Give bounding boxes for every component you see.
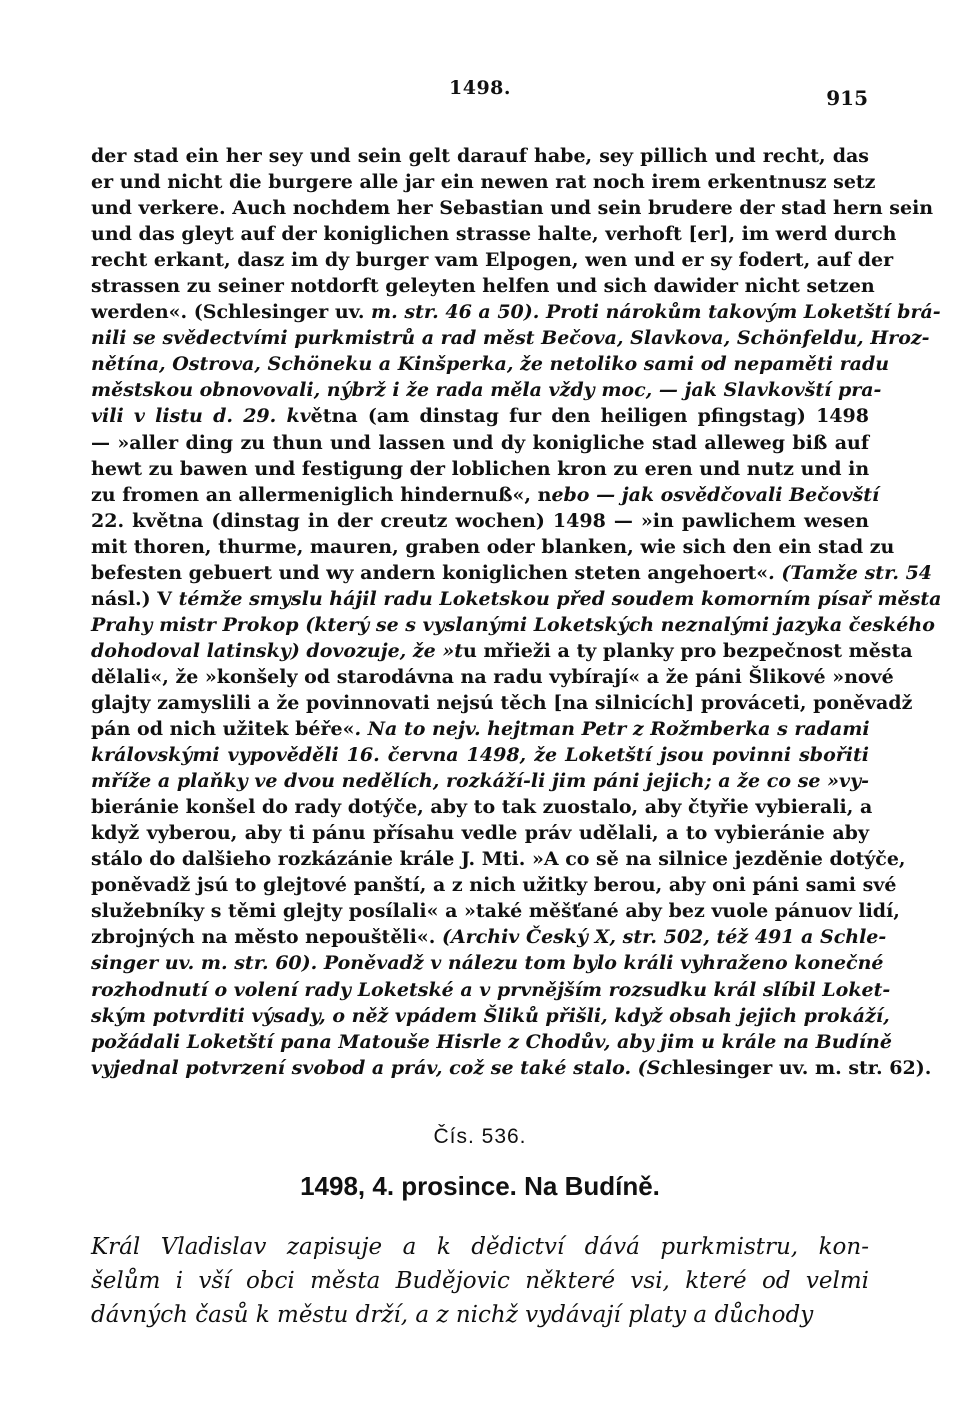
body-line: bieránie konšel do rady dotýče, aby to tak zuostalo, aby čtyřie vybierali, a <box>91 796 873 819</box>
body-line: hewt zu bawen und festigung der loblichen kron zu eren und nutz und in <box>91 457 870 480</box>
body-line: nili se svědectvími purkmistrů a rad měst Bečova, Slavkova, Schönfeldu, Hroz- <box>91 327 930 350</box>
body-line: poněvadž jsú to glejtové panští, a z nich užitky berou, aby oni páni sami své <box>91 874 897 897</box>
document-date-heading: 1498, 4. prosince. Na Budíně. <box>300 1171 660 1201</box>
body-line: und verkere. Auch nochdem her Sebastian und sein brudere der stad hern sein <box>91 197 934 220</box>
page-number: 915 <box>826 86 868 110</box>
summary-line: Král Vladislav zapisuje a k dědictví dává purkmistru, kon- <box>91 1234 869 1260</box>
body-line: 22. května (dinstag in der creutz wochen) 1498 — »in pawlichem wesen <box>91 509 869 532</box>
body-line: Prahy mistr Prokop (který se s vyslanými Loketských neznalými jazyka českého <box>91 613 935 636</box>
body-line: und das gleyt auf der koniglichen strasse halte, verhoft [er], im werd durch <box>91 223 897 246</box>
body-line: královskými vypověděli 16. června 1498, že Loketští jsou povinni sbořiti <box>91 744 869 767</box>
document-number: Čís. 536. <box>433 1125 527 1148</box>
body-line: když vyberou, aby ti pánu přísahu vedle práv udělali, a to vybieránie aby <box>91 822 869 845</box>
body-line: er und nicht die burgere alle jar ein newen rat noch irem erkentnusz setz <box>91 171 876 194</box>
body-line: recht erkant, dasz im dy burger vam Elpogen, wen und er sy fodert, auf der <box>91 249 894 272</box>
body-line: požádali Loketští pana Matouše Hisrle z Chodův, aby jim u krále na Budíně <box>91 1030 892 1053</box>
body-line: werden«. (Schlesinger uv. m. str. 46 a 50). Proti nárokům takovým Loketští brá- <box>91 301 941 324</box>
body-line: pán od nich užitek béře«. Na to nejv. hejtman Petr z Rožmberka s radami <box>91 718 870 741</box>
body-line: služebníky s těmi glejty posílali« a »také měšťané aby bez vuole pánuov lidí, <box>91 900 900 923</box>
body-line: strassen zu seiner notdorft geleyten helfen und sich dawider nicht setzen <box>91 275 875 298</box>
summary-line: šelům i vší obci města Budějovic některé vsi, které od velmi <box>91 1268 869 1294</box>
body-line: vyjednal potvrzení svobod a práv, což se také stalo. (Schlesinger uv. m. str. 62). <box>91 1056 932 1079</box>
body-line: násl.) V témže smyslu hájil radu Loketskou před soudem komorním písař města <box>91 587 942 610</box>
body-line: nětína, Ostrova, Schöneku a Kinšperka, že netoliko sami od nepaměti radu <box>91 353 890 376</box>
document-summary <box>91 1230 869 1332</box>
body-line: — »aller ding zu thun und lassen und dy konigliche stad alleweg biß auf <box>91 431 869 454</box>
body-line: zu fromen an allermeniglich hindernuß«, nebo — jak osvědčovali Bečovští <box>91 483 880 506</box>
body-line: zbrojných na město nepouštěli«. (Archiv Český X, str. 502, též 491 a Schle- <box>91 926 887 949</box>
body-line: ským potvrditi výsady, o něž vpádem Šliků přišli, když obsah jejich prokáží, <box>91 1004 890 1027</box>
body-line: mit thoren, thurme, mauren, graben oder blanken, wie sich den ein stad zu <box>91 535 895 558</box>
body-line: glajty zamyslili a že povinnovati nejsú těch [na silnicích] prováceti, poněvadž <box>91 691 913 714</box>
body-line: stálo do dalšieho rozkázánie krále J. Mti. »A co sě na silnice jezděnie dotýče, <box>91 848 906 871</box>
body-line: vili v listu d. 29. května (am dinstag fur den heiligen pfingstag) 1498 <box>91 405 869 428</box>
body-line: dělali«, že »konšely od starodávna na radu vybírají« a že páni Šlikové »nové <box>91 665 894 688</box>
summary-line: dávných časů k městu drží, a z nichž vydávají platy a důchody <box>91 1302 814 1328</box>
body-line: městskou obnovovali, nýbrž i že rada měla vždy moc, — jak Slavkovští pra- <box>91 379 882 402</box>
running-header-year: 1498. <box>449 77 511 99</box>
body-line: rozhodnutí o volení rady Loketské a v prvnějším rozsudku král slíbil Loket- <box>91 978 891 1001</box>
body-line: dohodoval latinsky) dovozuje, že »tu mřieži a ty planky pro bezpečnost města <box>91 639 913 662</box>
body-line: singer uv. m. str. 60). Poněvadž v nálezu tom bylo králi vyhraženo konečné <box>91 952 884 975</box>
body-line: mříže a plaňky ve dvou nedělích, rozkáží-li jim páni jejich; a že co se »vy- <box>91 770 869 793</box>
body-text <box>91 143 942 1081</box>
body-line: der stad ein her sey und sein gelt darauf habe, sey pillich und recht, das <box>91 145 869 167</box>
body-line: befesten gebuert und wy andern koniglichen steten angehoert«. (Tamže str. 54 <box>91 561 933 584</box>
